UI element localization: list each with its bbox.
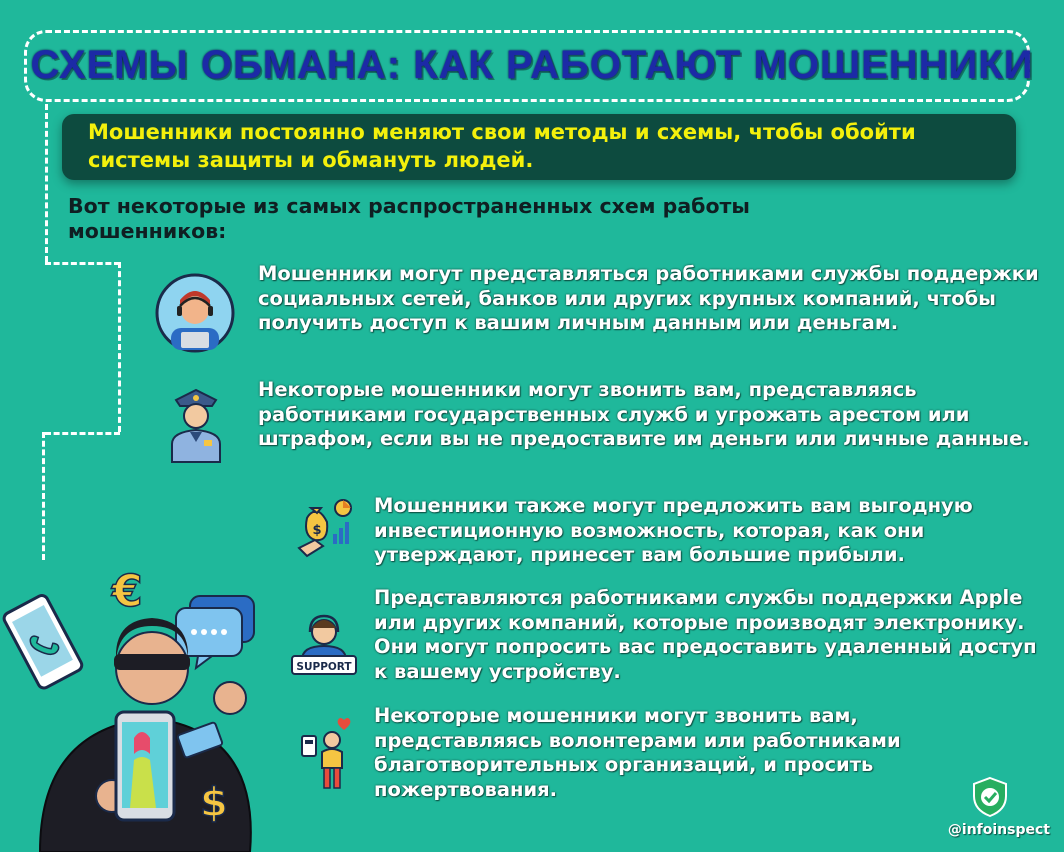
scheme-item: Некоторые мошенники могут звонить вам, представляясь волонтерами или работниками благотворительных организаций, и просить пожертвования.	[374, 704, 901, 801]
svg-text:$: $	[312, 523, 322, 538]
investment-money-bag-icon	[293, 496, 357, 558]
dashed-connector	[45, 104, 48, 262]
dollar-icon: $	[200, 780, 228, 826]
dashed-connector	[45, 432, 120, 435]
scheme-item: Представляются работниками службы поддержки Apple или других компаний, которые производят электронику. Они могут попросить вас предоставить удаленный доступ к вашему устройству.	[374, 586, 1037, 683]
intro-text: Мошенники постоянно меняют свои методы и схемы, чтобы обойти системы защиты и обмануть людей.	[88, 120, 916, 172]
channel-handle: @infoinspect	[947, 822, 1050, 838]
dashed-connector	[45, 262, 120, 265]
shield-check-icon	[970, 776, 1010, 818]
dashed-connector	[118, 262, 121, 432]
euro-icon: €	[112, 566, 143, 617]
charity-volunteer-icon	[300, 716, 356, 790]
lead-text: Вот некоторые из самых распространенных схем работы мошенников:	[68, 194, 750, 243]
scheme-item: Некоторые мошенники могут звонить вам, представляясь работниками государственных служб и угрожать арестом или штрафом, если вы не предоставите им деньги или личные данные.	[258, 378, 1030, 450]
support-badge-label: SUPPORT	[296, 661, 352, 673]
dashed-connector	[42, 432, 45, 560]
page-title: СХЕМЫ ОБМАНА: КАК РАБОТАЮТ МОШЕННИКИ	[30, 43, 1034, 87]
support-agent-icon	[290, 612, 358, 678]
scheme-item: Мошенники могут представляться работниками службы поддержки социальных сетей, банков или других крупных компаний, чтобы получить доступ к вашим личным данным или деньгам.	[258, 262, 1039, 334]
operator-headset-icon	[155, 272, 235, 354]
scheme-item: Мошенники также могут предложить вам выгодную инвестиционную возможность, которая, как они утверждают, принесет вам большие прибыли.	[374, 494, 973, 566]
fraudster-illustration	[0, 560, 290, 852]
police-officer-icon	[166, 384, 226, 464]
